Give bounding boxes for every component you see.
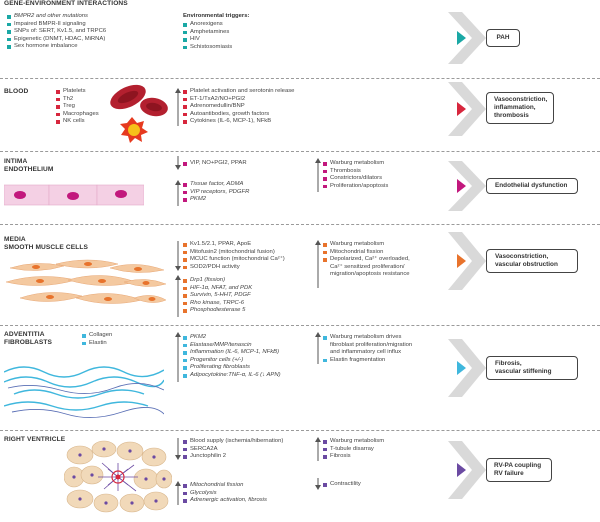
list-item: Kv1.5/2.1, PPAR, ApoE — [183, 241, 285, 249]
outcome-box — [486, 249, 578, 273]
list-item: HIF-1α, NFAT, and PDK — [183, 285, 252, 293]
list-item: Adipocytokine:TNF-α, IL-6 (↓ APN) — [183, 372, 281, 380]
list-item: Adrenergic activation, fibrosis — [183, 497, 267, 505]
list-item: Warburg metabolism — [323, 438, 384, 446]
rv-down-list — [183, 438, 283, 461]
list-item: Platelets — [56, 88, 99, 96]
outcome-box — [486, 458, 552, 482]
blood-mediator-list — [183, 88, 294, 126]
chevron-arrow-icon — [448, 441, 486, 499]
list-item: Elastase/MMP/tenascin — [183, 342, 281, 350]
list-item: NK cells — [56, 118, 99, 126]
section-media — [0, 225, 600, 325]
outcome-label: Fibrosis, — [495, 360, 522, 367]
list-item: Drp1 (fission) — [183, 277, 252, 285]
outcome-label: Endothelial dysfunction — [495, 182, 568, 189]
outcome-label: RV-PA coupling — [494, 462, 542, 469]
list-item: Contractility — [323, 481, 361, 489]
up-arrow-icon — [175, 88, 181, 126]
smooth-muscle-cells-illustration — [6, 258, 166, 312]
legend-item: Elastin — [82, 340, 112, 348]
chevron-arrow-icon — [448, 161, 486, 211]
list-item: Depolarized, Ca²⁺ overloaded, — [323, 256, 410, 264]
section-blood — [0, 79, 600, 151]
down-arrow-icon — [175, 156, 181, 170]
list-item: Junctophilin 2 — [183, 453, 283, 461]
list-item: Ca²⁺ sensitized proliferation/ — [330, 263, 405, 270]
list-item: Mitofusin2 (mitochondrial fusion) — [183, 249, 285, 257]
outcome-label: Vasoconstriction, — [494, 96, 548, 103]
rv-effect-down-list — [323, 481, 361, 489]
list-item: ET-1/TxA2/NO+PGI2 — [183, 96, 294, 104]
media-down-list — [183, 241, 285, 271]
adventitia-legend — [82, 332, 112, 347]
up-arrow-icon — [175, 180, 181, 206]
list-item: VIP receptors, PDGFR — [183, 189, 249, 197]
section-subtitle: FIBROBLASTS — [4, 339, 52, 346]
list-item: migration/apoptosis resistance — [330, 271, 410, 278]
up-arrow-icon — [315, 332, 321, 364]
list-item: Epigenetic (DNMT, HDAC, MiRNA) — [7, 36, 106, 44]
triggers-heading: Environmental triggers: — [183, 13, 250, 19]
up-arrow-icon — [175, 481, 181, 505]
rv-up-list — [183, 482, 267, 505]
section-adventitia — [0, 326, 600, 430]
section-subtitle: SMOOTH MUSCLE CELLS — [4, 244, 88, 251]
list-item: Warburg metabolism — [323, 160, 388, 168]
up-arrow-icon — [315, 437, 321, 461]
up-arrow-icon — [315, 158, 321, 192]
list-item: PKM2 — [183, 334, 281, 342]
list-item: SOD2/PDH activity — [183, 264, 285, 272]
list-item: HIV — [183, 36, 232, 44]
section-right-ventricle — [0, 431, 600, 522]
chevron-arrow-icon — [448, 82, 486, 136]
down-arrow-icon — [175, 438, 181, 460]
outcome-box — [486, 178, 578, 194]
list-item: Tissue factor, ADMA — [183, 181, 249, 189]
list-item: Th2 — [56, 96, 99, 104]
section-gene-environment — [0, 0, 600, 78]
rv-effect-up-list — [323, 438, 384, 461]
list-item: Proliferation/apoptosis — [323, 183, 388, 191]
list-item: Adrenomedullin/BNP — [183, 103, 294, 111]
outcome-label: inflammation, — [494, 104, 536, 111]
list-item: Schistosomiasis — [183, 44, 232, 52]
outcome-label: Vasoconstriction, — [495, 253, 549, 260]
intima-up-list — [183, 181, 249, 204]
chevron-arrow-icon — [448, 339, 486, 397]
section-title: INTIMA — [4, 158, 28, 165]
up-arrow-icon — [175, 332, 181, 382]
list-item: Phosphodiesterase 5 — [183, 307, 252, 315]
collagen-elastin-fibers-illustration — [4, 360, 164, 422]
section-title: RIGHT VENTRICLE — [4, 436, 66, 443]
cardiomyocytes-illustration — [64, 439, 172, 519]
list-item: Thrombosis — [323, 168, 388, 176]
list-item: Proliferating fibroblasts — [183, 364, 281, 372]
list-item: T-tubule disarray — [323, 446, 384, 454]
list-item: Mitochondrial fission — [183, 482, 267, 490]
section-title: ADVENTITIA — [4, 331, 45, 338]
outcome-box — [486, 29, 520, 47]
list-item: SERCA2A — [183, 446, 283, 454]
list-item: Progenitor cells (+/-) — [183, 357, 281, 365]
adventitia-effect-list — [323, 334, 412, 364]
list-item: Blood supply (ischemia/hibernation) — [183, 438, 283, 446]
up-arrow-icon — [315, 240, 321, 288]
section-title: BLOOD — [4, 88, 29, 95]
down-arrow-icon — [175, 241, 181, 271]
outcome-label: thrombosis — [494, 112, 529, 119]
list-item: Elastin fragmentation — [323, 357, 412, 365]
up-arrow-icon — [175, 275, 181, 317]
chevron-arrow-icon — [448, 232, 486, 290]
legend-item: Collagen — [82, 332, 112, 340]
list-item: Anorexigens — [183, 21, 232, 29]
list-item: SNPs of: SERT, Kv1.5, and TRPC6 — [7, 28, 106, 36]
list-item: Sex hormone imbalance — [7, 43, 106, 51]
list-item: and inflammatory cell influx — [330, 349, 402, 356]
list-item: Treg — [56, 103, 99, 111]
outcome-label: vascular stiffening — [495, 368, 552, 375]
section-title: GENE-ENVIRONMENT INTERACTIONS — [4, 0, 128, 7]
section-title: MEDIA — [4, 236, 26, 243]
media-up-list — [183, 277, 252, 315]
list-item: fibroblast proliferation/migration — [330, 341, 413, 348]
list-item: PKM2 — [183, 196, 249, 204]
list-item: Warburg metabolism drives — [323, 334, 412, 342]
list-item: Fibrosis — [323, 453, 384, 461]
down-arrow-icon — [315, 478, 321, 490]
adventitia-up-list — [183, 334, 281, 380]
list-item: Amphetamines — [183, 29, 232, 37]
intima-effect-list — [323, 160, 388, 190]
list-item: Warburg metabolism — [323, 241, 410, 249]
blood-cell-list — [56, 88, 99, 126]
outcome-box — [486, 92, 554, 124]
list-item: Survivin, 5-HHT, PDGF — [183, 292, 252, 300]
list-item: Impaired BMPR-II signaling — [7, 21, 106, 29]
list-item: Cytokines (IL-6, MCP-1), NFkB — [183, 118, 294, 126]
list-item: Rho kinase, TRPC-6 — [183, 300, 252, 308]
list-item: Mitochondrial fission — [323, 249, 410, 257]
gene-factor-list — [7, 13, 106, 51]
blood-cells-illustration — [102, 81, 172, 145]
outcome-box — [486, 356, 578, 380]
trigger-list — [183, 21, 232, 51]
list-item: Macrophages — [56, 111, 99, 119]
list-item: Glycolysis — [183, 490, 267, 498]
intima-down-list — [183, 160, 247, 168]
list-item: Autoantibodies, growth factors — [183, 111, 294, 119]
section-subtitle: ENDOTHELIUM — [4, 166, 54, 173]
list-item: MCUC function (mitochondrial Ca²⁺) — [183, 256, 285, 264]
list-item: BMPR2 and other mutations — [7, 13, 106, 21]
media-effect-list — [323, 241, 410, 279]
outcome-label: vascular obstruction — [495, 261, 558, 268]
list-item: Inflammation (IL-6, MCP-1, NFkB) — [183, 349, 281, 357]
chevron-arrow-icon — [448, 12, 486, 64]
list-item: VIP, NO+PGI2, PPAR — [183, 160, 247, 168]
outcome-label: RV failure — [494, 470, 524, 477]
endothelial-cells-illustration — [4, 184, 144, 206]
section-intima — [0, 152, 600, 224]
list-item: Constrictors/dilators — [323, 175, 388, 183]
list-item: Platelet activation and serotonin release — [183, 88, 294, 96]
outcome-label: PAH — [496, 34, 510, 41]
